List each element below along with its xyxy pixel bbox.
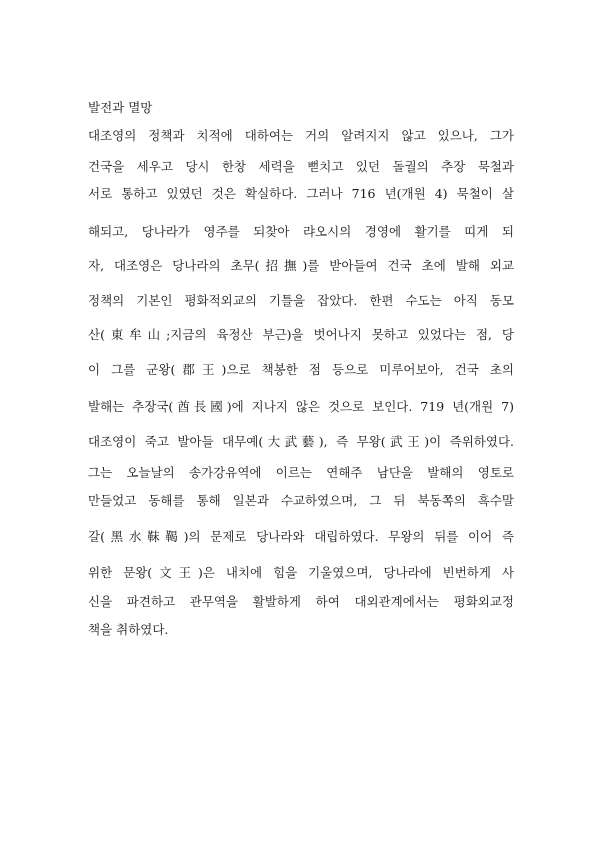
paragraph-line: 산(東牟山;지금의 육정산 부근)을 벗어나지 못하고 있었다는 점, 당 bbox=[88, 327, 514, 342]
paragraph-line: 자, 대조영은 당나라의 초무(招撫)를 받아들여 건국 초에 발해 외교 bbox=[88, 258, 514, 273]
paragraph-line: 발해는 추장국(酋長國)에 지나지 않은 것으로 보인다. 719 년(개원 7) bbox=[88, 399, 514, 414]
paragraph-line: 이 그를 군왕(郡王)으로 책봉한 점 등으로 미루어보아, 건국 초의 bbox=[88, 362, 514, 377]
paragraph-line: 신을 파견하고 관무역을 활발하게 하여 대외관계에서는 평화외교정 bbox=[88, 594, 514, 609]
paragraph-line: 서로 통하고 있였던 것은 확실하다. 그러나 716 년(개원 4) 묵철이 살 bbox=[88, 186, 514, 201]
paragraph-line: 위한 문왕(文王)은 내치에 힘을 기울였으며, 당나라에 빈번하게 사 bbox=[88, 565, 514, 580]
paragraph-line: 그는 오늘날의 송가강유역에 이르는 연해주 남단을 발해의 영토로 bbox=[88, 465, 514, 480]
paragraph-line: 만들었고 동해를 통해 일본과 수교하였으며, 그 뒤 북동쪽의 흑수말 bbox=[88, 493, 514, 508]
paragraph-line: 대조영이 죽고 발아들 대무예(大武藝), 즉 무왕(武王)이 즉위하였다. bbox=[88, 434, 514, 449]
section-title: 발전과 멸망 bbox=[88, 100, 153, 115]
paragraph-line: 해되고, 당나라가 영주를 되찾아 랴오시의 경영에 활기를 띠게 되 bbox=[88, 224, 514, 239]
paragraph-line: 대조영의 정책과 치적에 대하여는 거의 알려지지 않고 있으나, 그가 bbox=[88, 128, 514, 143]
paragraph-line: 정책의 기본인 평화적외교의 기틀을 잡았다. 한편 수도는 아직 동모 bbox=[88, 293, 514, 308]
paragraph-line: 책을 취하였다. bbox=[88, 622, 169, 637]
paragraph-line: 건국을 세우고 당시 한창 세력을 뻗치고 있던 돌궐의 추장 묵철과 bbox=[88, 159, 514, 174]
paragraph-line: 갈(黑水靺鞨)의 문제로 당나라와 대립하였다. 무왕의 뒤를 이어 즉 bbox=[88, 529, 514, 544]
